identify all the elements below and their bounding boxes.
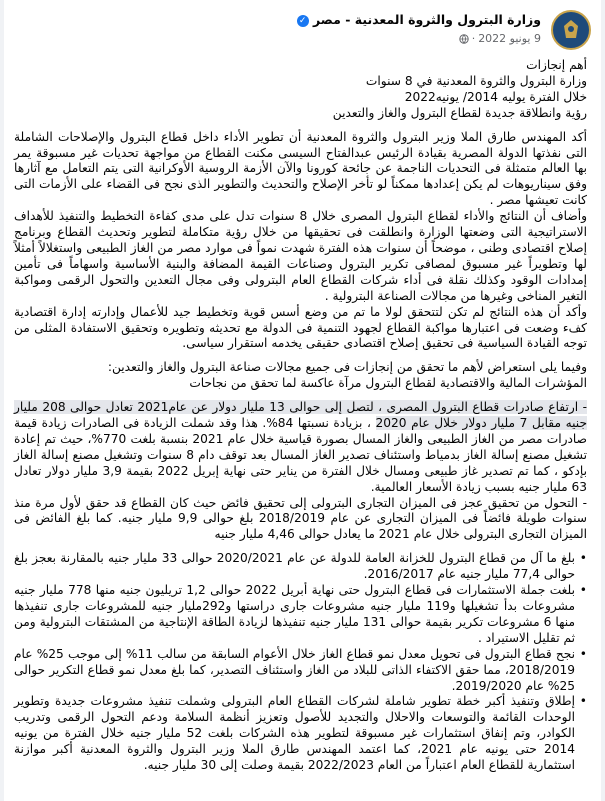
- bullet-public-sector: • إطلاق وتنفيذ أكبر خطة تطوير شاملة لشركات القطاع العام البترولى وشملت تنفيذ مشروعات جديدة وتطوير الوحدات القائمة والتوسعات والاحلال والتجديد للأصول وتعزيز أنظمة السلامة ودعم التحول الرقمى وتدريب الكوادر، وتم إنفاق استثمارات غير مسبوقة لتطوير هذه الشركات بلغت 52 مليار جنيه خلال الفترة من يونيه 2014 حتى يونيه عام 2021، كما اعتمد المهندس طارق الملا وزير البترول والثروة المعدنية أكبر موازنة استثمارية للقطاع العام اعتباراً من العام 2022/2023 بقيمة وصلت إلى 30 مليار جنيه.: [14, 694, 587, 774]
- intro-line: خلال الفترة يوليه 2014/ يونيه2022: [404, 89, 587, 104]
- post-meta: 9 يونيو 2022·: [459, 32, 541, 45]
- verified-badge-icon: ✓: [297, 15, 309, 27]
- page-name-row: [293, 12, 541, 27]
- paragraph: أكد المهندس طارق الملا وزير البترول والثروة المعدنية أن تطوير الأداء داخل قطاع البترول والإصلاحات الشاملة التى نفذتها الدولة المصرية بقيادة الرئيس عبدالفتاح السيسى مكنت القطاع من مواجهة تحديات غير مسبوقة يمر بها العالم متمثلة فى التحديات الناجمة عن جائحة كورونا والآن الأزمة الروسية الأوكرانية التى يتم التعامل مع آثارها وفق سيناريوهات لم يكن إعدادها ممكناً لو تأخر الإصلاح والتحديث والتطوير الذى نجح فى القضاء على الأزمات التى كانت تعيشها مصر .: [14, 129, 587, 208]
- bullet-exports: [14, 400, 587, 495]
- intro-line: أهم إنجازات: [526, 58, 587, 72]
- post-card: [4, 0, 601, 801]
- section-subtitle: المؤشرات المالية والاقتصادية لقطاع البترول مرآة عاكسة لما تحقق من نجاحات: [189, 376, 587, 391]
- paragraph: وأكد أن هذه النتائج لم تكن لتتحقق لولا ما تم من وضع أسس قوية وتخطيط جيد للأعمال وإدارته إدارة اقتصادية كفء وضعت فى اعتبارها مواكبة القطاع لجهود التنمية فى الدولة مع تحديثه وتطويره وتحقيق الاستفادة المثلى من توجه القيادة السياسية فى تحقيق إصلاح اقتصادى حقيقى يخدمه استقرار سياسى.: [14, 304, 587, 351]
- highlighted-text: - ارتفاع صادرات قطاع البترول المصرى ، لتصل إلى حوالى 13 مليار دولار عن عام2021 تعادل حوالى 208 مليار جنيه مقابل 7 مليار دولار خلال عام 2020: [14, 400, 587, 431]
- post-body: [14, 58, 587, 774]
- page-name[interactable]: وزارة البترول والثروة المعدنية - مصر: [313, 12, 541, 27]
- bullet-text: ، بزيادة نسبتها 84%. هذا وقد شملت الزيادة فى الصادرات زيادة قيمة صادرات مصر من الغاز الطبيعى والغاز المسال بصورة قياسية خلال عام 2021 بنسبة بلغت 770%، حيث تم إعادة تشغيل مصنع إسالة الغاز بدمياط واستئناف تصدير الغاز المسال بعد توقف دام 8 سنوات وتشغيل مصنع إسالة الغاز بإدكو ، كما تم تصدير غاز طبيعى ومسال خلال الفترة من يناير حتى نهاية إبريل 2022 بقيمة 3,9 مليار دولار تعادل 63 مليار جنيه بسبب زيادة الأسعار العالمية.: [14, 416, 588, 494]
- bullet-trade-balance: - التحول من تحقيق عجز فى الميزان التجارى البترولى إلى تحقيق فائض حيث كان القطاع قد حقق لأول مرة منذ سنوات طويلة فائضاً فى الميزان التجارى عن عام 2018/2019 بلغ حوالى 9,9 مليار جنيه. كما بلغ الفائض فى الميزان التجارى البترولى خلال عام 2021 ما يعادل حوالى 4,46 مليار جنيه: [14, 495, 587, 542]
- bullet-treasury: • بلغ ما آل من قطاع البترول للخزانة العامة للدولة عن عام 2020/2021 حوالى 33 مليار جنيه بالمقارنة بعجز بلغ حوالى 77,4 مليار جنيه عام 2016/2017.: [14, 551, 587, 583]
- paragraph: وأضاف أن النتائج والأداء لقطاع البترول المصرى خلال 8 سنوات تدل على مدى كفاءة التخطيط والتنفيذ للأهداف الاستراتيجية التى وضعتها الوزارة وانطلقت فى تحقيقها من خلال رؤية متكاملة لتطوير وتحديث القطاع وبرنامج إصلاح اقتصادى وطنى ، موضحاً أن سنوات هذه الفترة شهدت نمواً فى موارد مصر من الغاز الطبيعى واستغلالاً أمثلاً لها وتطويراً غير مسبوق لمصافى تكرير البترول وصناعات القيمة المضافة والبنية الأساسية واسهاماً فى تأمين إمدادات الوقود وكذلك نقلة فى أداء شركات القطاع العام البترولى وفى مجال التعدين والتحول الرقمى ومواكبة التغير المناخى وغيرها من مجالات الصناعة البترولية .: [14, 209, 587, 303]
- section-intro: وفيما يلى استعراض لأهم ما تحقق من إنجازات فى جميع مجالات صناعة البترول والغاز والتعدين:: [107, 360, 587, 375]
- post-header: [16, 8, 591, 54]
- globe-icon[interactable]: [459, 34, 469, 44]
- intro-line: رؤية وانطلاقة جديدة لقطاع البترول والغاز والتعدين: [332, 105, 587, 120]
- post-date[interactable]: 9 يونيو 2022: [478, 32, 541, 45]
- ministry-logo-icon[interactable]: [551, 10, 591, 50]
- intro-line: وزارة البترول والثروة المعدنية في 8 سنوات: [365, 73, 587, 88]
- bullet-investments: • بلغت جملة الاستثمارات فى قطاع البترول حتى نهاية أبريل 2022 حوالى 1,2 تريليون جنيه منها 778 مليار جنيه مشروعات بدأ تشغيلها و119 مليار جنيه مشروعات جارى دراستها و292مليار جنيه للمشروعات جارى تنفيذها منها 6 مشروعات تكرير بقيمة حوالى 131 مليار جنيه تنفيذها لزيادة الطاقة الإنتاجية من المشتقات البترولية ومن ثم تقليل الاستيراد .: [14, 583, 587, 647]
- bullet-gas-growth: • نجح قطاع البترول فى تحويل معدل نمو قطاع الغاز خلال الأعوام السابقة من سالب 11% إلى موجب 25% عام 2018/2019، مما حقق الاكتفاء الذاتى للبلاد من الغاز واستئناف التصدير، كما بلغ معدل نمو قطاع التكرير حوالى 25% عام 2019/2020.: [14, 647, 587, 695]
